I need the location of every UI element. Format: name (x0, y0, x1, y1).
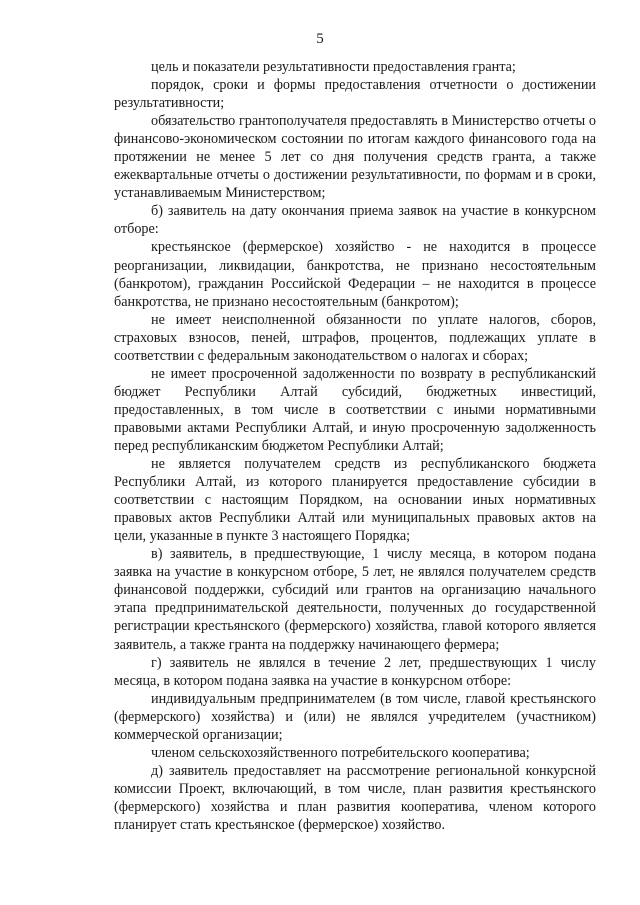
paragraph-clause-v: в) заявитель, в предшествующие, 1 числу месяца, в котором подана заявка на участие в конкурсном отборе, 5 лет, не являлся получателем средств финансовой поддержки, субсидий или грантов на организацию начального этапа предпринимательской деятельности, полученных до государственной регистрации крестьянского (фермерского) хозяйства, главой которого является заявитель, а также гранта на поддержку начинающего фермера; (114, 546, 596, 653)
paragraph-clause-b: б) заявитель на дату окончания приема заявок на участие в конкурсном отборе: (114, 203, 596, 238)
paragraph-entrepreneur: индивидуальным предпринимателем (в том числе, главой крестьянского (фермерского) хозяйства) и (или) не являлся учредителем (участником) коммерческой организации; (114, 690, 596, 743)
paragraph-clause-g: г) заявитель не являлся в течение 2 лет, предшествующих 1 числу месяца, в котором подана заявка на участие в конкурсном отборе: (114, 654, 596, 689)
paragraph-clause-d: д) заявитель предоставляет на рассмотрение региональной конкурсной комиссии Проект, включающий, в том числе, план развития крестьянского (фермерского) хозяйства и план развития кооператива, членом которого планирует стать крестьянское (фермерское) хозяйство. (114, 762, 596, 833)
paragraph-goal-indicators: цель и показатели результативности предоставления гранта; (151, 59, 516, 75)
paragraph-tax-obligations: не имеет неисполненной обязанности по уплате налогов, сборов, страховых взносов, пеней, штрафов, процентов, подлежащих уплате в соответствии с федеральным законодательством о налогах и сборах; (114, 311, 596, 364)
paragraph-cooperative-member: членом сельскохозяйственного потребительского кооператива; (151, 744, 530, 761)
paragraph-not-recipient: не является получателем средств из республиканского бюджета Республики Алтай, из которого планируется предоставление субсидии в соответствии с настоящим Порядком, на основании иных нормативных правовых актов Республики Алтай или муниципальных правовых актов на цели, указанные в пункте 3 настоящего Порядка; (114, 456, 596, 545)
paragraph-reporting-procedure: порядок, сроки и формы предоставления отчетности о достижении результативности; (114, 77, 596, 112)
paragraph-overdue-debt: не имеет просроченной задолженности по возврату в республиканский бюджет Республики Алтай субсидий, бюджетных инвестиций, предоставленных, в том числе в соответствии с иными нормативными правовыми актами Республики Алтай, и иную просроченную задолженность перед республиканским бюджетом Республики Алтай; (114, 365, 596, 454)
document-body (114, 58, 596, 834)
paragraph-farm-status: крестьянское (фермерское) хозяйство - не находится в процессе реорганизации, ликвидации, банкротства, не признано несостоятельным (банкротом), гражданин Российской Федерации – не находится в процессе банкротства, не признано несостоятельным (банкротом); (114, 239, 596, 310)
page-number: 5 (316, 31, 324, 47)
paragraph-recipient-obligation: обязательство грантополучателя предоставлять в Министерство отчеты о финансово-экономическом состоянии по итогам каждого финансового года на протяжении не менее 5 лет со дня получения средств гранта, а также ежеквартальные отчеты о достижении результативности, по формам и в сроки, устанавливаемым Министерством; (114, 113, 596, 202)
